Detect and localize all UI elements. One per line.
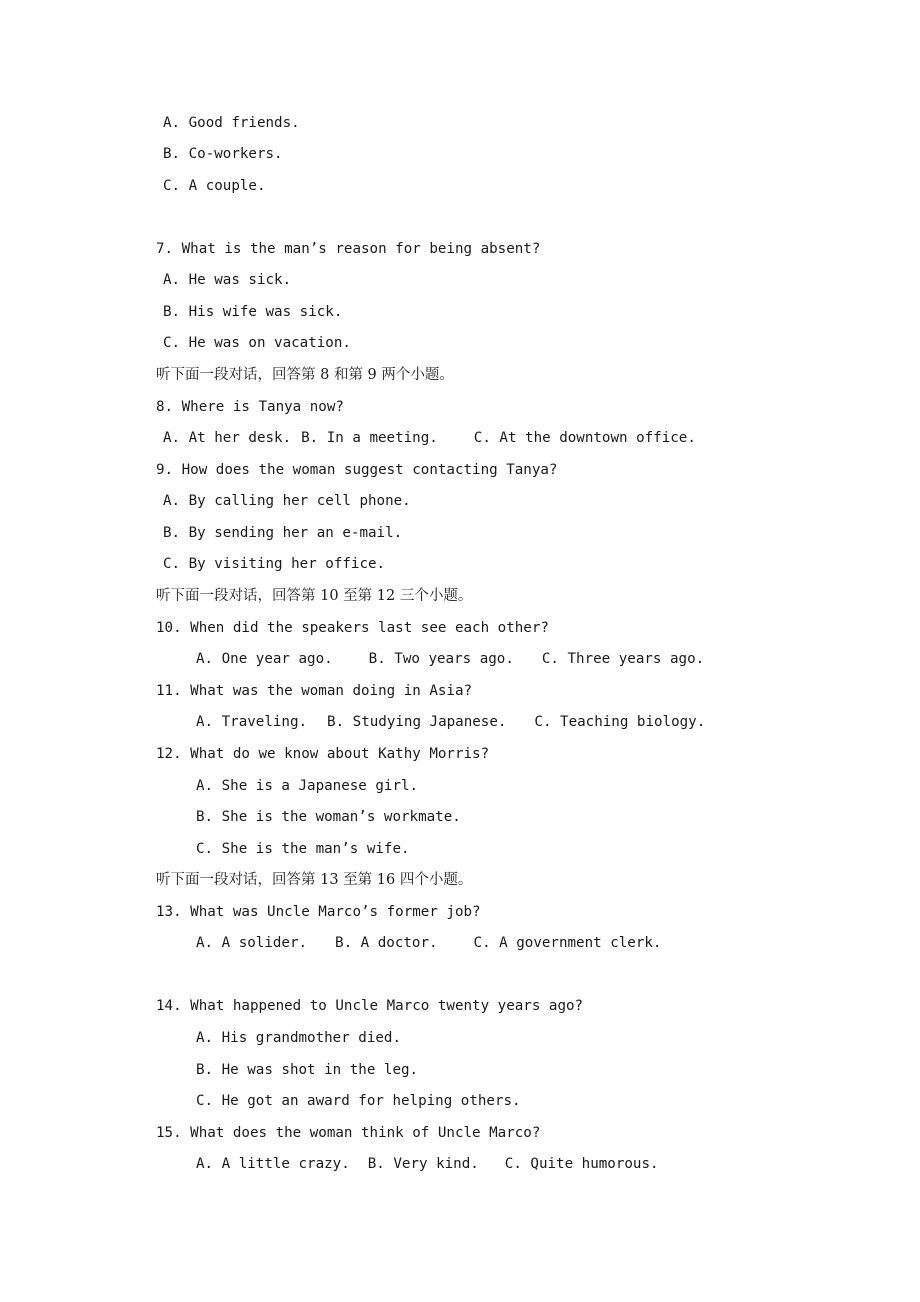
q12-option-a: A. She is a Japanese girl.	[196, 778, 419, 794]
q9-option-a: A. By calling her cell phone.	[163, 493, 411, 509]
q10-option-a: A. One year ago.	[196, 651, 333, 667]
q14-option-b: B. He was shot in the leg.	[196, 1062, 419, 1078]
q9-option-b: B. By sending her an e-mail.	[163, 525, 403, 541]
q13-option-c: C. A government clerk.	[473, 935, 662, 951]
q13-option-b: B. A doctor.	[335, 935, 438, 951]
q13-options-row	[196, 933, 661, 953]
q11-option-a: A. Traveling.	[196, 714, 308, 730]
q7-option-a: A. He was sick.	[163, 272, 292, 288]
q13-question: 13. What was Uncle Marco’s former job?	[156, 904, 481, 920]
q7-question: 7. What is the man’s reason for being absent?	[156, 241, 541, 257]
q12-question: 12. What do we know about Kathy Morris?	[156, 746, 490, 762]
q10-option-c: C. Three years ago.	[541, 651, 705, 667]
q13-option-a: A. A solider.	[196, 935, 308, 951]
q15-options-row	[196, 1154, 659, 1174]
q11-option-c: C. Teaching biology.	[534, 714, 706, 730]
q9-question: 9. How does the woman suggest contacting Tanya?	[156, 462, 558, 478]
q11-question: 11. What was the woman doing in Asia?	[156, 683, 473, 699]
q15-option-b: B. Very kind.	[367, 1156, 479, 1172]
q6-option-b: B. Co-workers.	[163, 146, 283, 162]
q15-option-c: C. Quite humorous.	[504, 1156, 659, 1172]
section-header-10-12: 听下面一段对话，回答第 10 至第 12 三个小题。	[156, 588, 473, 604]
q6-option-c: C. A couple.	[163, 178, 266, 194]
q11-options-row	[196, 712, 705, 732]
q7-option-b: B. His wife was sick.	[163, 304, 343, 320]
q8-options-row	[163, 428, 696, 448]
q10-question: 10. When did the speakers last see each other?	[156, 620, 549, 636]
q14-option-a: A. His grandmother died.	[196, 1030, 401, 1046]
q12-option-c: C. She is the man’s wife.	[196, 841, 410, 857]
q10-option-b: B. Two years ago.	[368, 651, 514, 667]
q15-question: 15. What does the woman think of Uncle Marco?	[156, 1125, 541, 1141]
q6-option-a: A. Good friends.	[163, 115, 300, 131]
q8-question: 8. Where is Tanya now?	[156, 399, 344, 415]
q9-option-c: C. By visiting her office.	[163, 556, 386, 572]
section-header-13-16: 听下面一段对话，回答第 13 至第 16 四个小题。	[156, 872, 473, 888]
q12-option-b: B. She is the woman’s workmate.	[196, 809, 461, 825]
q15-option-a: A. A little crazy.	[196, 1156, 350, 1172]
q7-option-c: C. He was on vacation.	[163, 335, 351, 351]
q8-option-b: B. In a meeting.	[301, 430, 438, 446]
q8-option-c: C. At the downtown office.	[473, 430, 696, 446]
q10-options-row	[196, 649, 704, 669]
q11-option-b: B. Studying Japanese.	[327, 714, 507, 730]
q8-option-a: A. At her desk.	[163, 430, 292, 446]
q14-option-c: C. He got an award for helping others.	[196, 1093, 521, 1109]
q14-question: 14. What happened to Uncle Marco twenty years ago?	[156, 998, 584, 1014]
section-header-8-9: 听下面一段对话，回答第 8 和第 9 两个小题。	[156, 367, 454, 383]
